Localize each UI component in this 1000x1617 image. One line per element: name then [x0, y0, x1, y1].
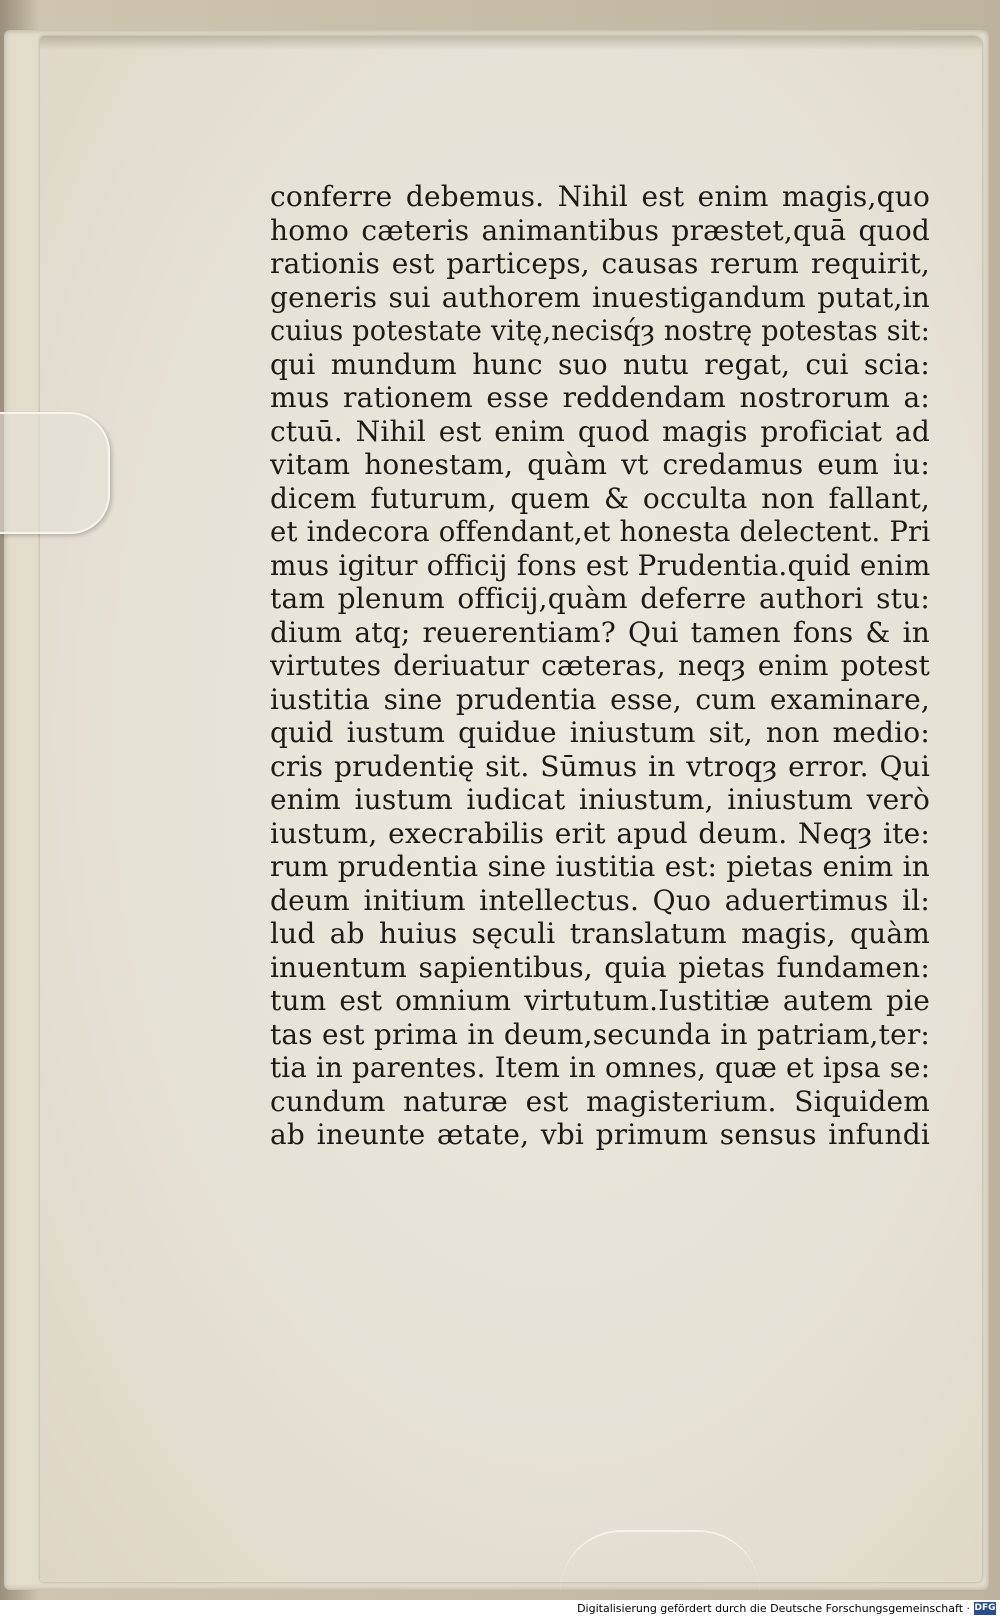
text-line: iustitia sine prudentia esse, cum examinare, — [270, 682, 930, 716]
clasp-tab — [0, 412, 110, 534]
text-line: quid iustum quidue iniustum sit, non medio: — [270, 716, 930, 749]
text-line: rationis est particeps, causas rerum requirit, — [270, 247, 930, 280]
text-line: conferre debemus. Nihil est enim magis,quo — [270, 180, 930, 213]
text-line: dicem futurum, quem & occulta non fallant, — [270, 481, 930, 515]
text-line: homo cæteris animantibus præstet,quā quod — [270, 213, 930, 247]
text-line: et indecora offendant,et honesta delectent. Pri — [270, 515, 931, 548]
text-line: rum prudentia sine iustitia est: pietas enim in — [270, 850, 930, 883]
text-line: ctuū. Nihil est enim quod magis proficiat ad — [270, 414, 930, 448]
text-line: qui mundum hunc suo nutu regat, cui scia: — [270, 347, 930, 381]
text-line: inuentum sapientibus, quia pietas fundamen: — [270, 950, 930, 984]
text-line: enim iustum iudicat iniustum, iniustum verò — [270, 783, 930, 816]
body-text — [270, 180, 930, 1152]
text-line: mus igitur officij fons est Prudentia.quid enim — [270, 548, 931, 582]
dfg-logo-icon: DFG — [974, 1603, 996, 1613]
text-line: generis sui authorem inuestigandum putat,in — [270, 280, 930, 314]
text-line: tia in parentes. Item in omnes, quæ et ipsa se: — [270, 1051, 931, 1084]
text-line: dium atq; reuerentiam? Qui tamen fons & in — [270, 615, 930, 649]
text-line: vitam honestam, quàm vt credamus eum iu: — [270, 448, 930, 481]
text-line: mus rationem esse reddendam nostrorum a: — [270, 381, 930, 414]
text-line: virtutes deriuatur cæteras, neqȝ enim potest — [270, 649, 930, 682]
text-line: iustum, execrabilis erit apud deum. Neqȝ ite: — [270, 816, 930, 850]
page-fold — [560, 1530, 760, 1592]
text-line: cris prudentię sit. Sūmus in vtroqȝ error. Qui — [270, 749, 930, 783]
text-line: cuius potestate vitę,necisq́ȝ nostrę potestas sit: — [270, 314, 930, 347]
text-line: cundum naturæ est magisterium. Siquidem — [270, 1084, 930, 1118]
text-line: deum initium intellectus. Quo aduertimus il: — [270, 883, 930, 917]
text-line: tam plenum officij,quàm deferre authori stu: — [270, 582, 930, 615]
text-line: tum est omnium virtutum.Iustitiæ autem pie — [270, 984, 930, 1017]
text-line: lud ab huius sęculi translatum magis, quàm — [270, 917, 930, 950]
footer-bar — [0, 1600, 1000, 1617]
footer-credit: Digitalisierung gefördert durch die Deutsche Forschungsgemeinschaft · — [577, 1602, 970, 1615]
text-line: ab ineunte ætate, vbi primum sensus infundi — [270, 1118, 930, 1151]
text-line: tas est prima in deum,secunda in patriam,ter: — [270, 1017, 930, 1051]
page-top-shadow — [40, 36, 982, 50]
